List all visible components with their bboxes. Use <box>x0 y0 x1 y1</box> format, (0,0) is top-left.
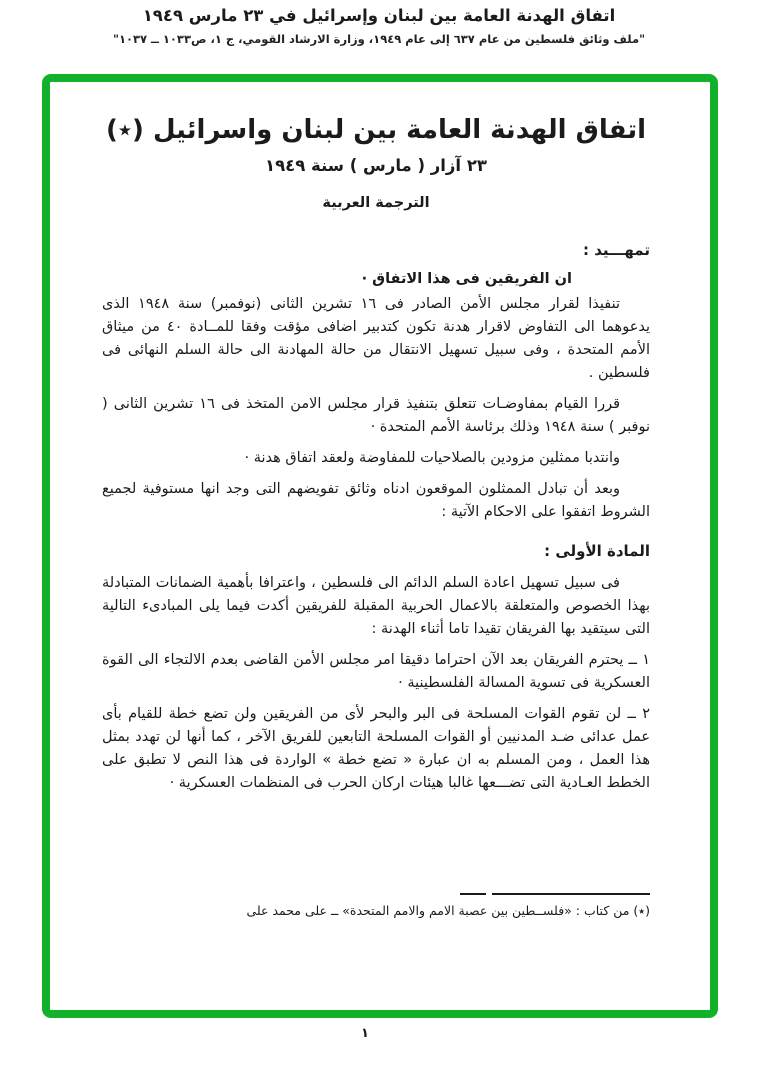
document-date-line: ٢٣ آزار ( مارس ) سنة ١٩٤٩ <box>265 155 487 175</box>
preamble-paragraph-4: وبعد أن تبادل الممثلون الموقعون ادناه وثائق تفويضهم التى وجد انها مستوفية لجميع الشروط اتفقوا على الاحكام الآتية : <box>102 480 650 520</box>
article-1-item-2: ٢ ــ لن تقوم القوات المسلحة فى البر والبحر لأى من الفريقين ولن تضع خطة للقيام بأى عمل عدائى ضـد المدنيين أو القوات المسلحة التابعين للفريق الآخر ، كما أنها لن تهدد بمثل هذا العمل ، ومن المسلم به ان عبارة « تضع خطة » الواردة فى هذا النص لا تطبق على الخطط العـادية التى تضـــعها غالبا هيئات اركان الحرب فى المنظمات العسكرية · <box>102 705 650 791</box>
header-source-reference: "ملف وثائق فلسطين من عام ٦٣٧ إلى عام ١٩٤٩، وزارة الارشاد القومي، ج ١، ص١٠٣٣ ــ ١٠٣٧" <box>112 32 646 46</box>
footnote-separator-short-segment <box>460 893 486 895</box>
preamble-paragraph-3: وانتدبا ممثلين مزودين بالصلاحيات للمفاوضة ولعقد اتفاق هدنة · <box>244 449 620 466</box>
article-1-item-1: ١ ــ يحترم الفريقان بعد الآن احتراما دقيقا امر مجلس الأمن القاضى بعدم الالتجاء الى القوة العسكرية فى تسوية المسالة الفلسطينية · <box>102 651 650 691</box>
footnote <box>102 893 650 918</box>
preamble-paragraph-2: قررا القيام بمفاوضـات تتعلق بتنفيذ قرار مجلس الامن المتخذ فى ١٦ تشرين الثانى ( نوفبر ) سنة ١٩٤٨ وذلك برئاسة الأمم المتحدة · <box>102 395 650 435</box>
header-title: اتفاق الهدنة العامة بين لبنان وإسرائيل في ٢٣ مارس ١٩٤٩ <box>142 6 616 25</box>
preamble-paragraph-1: تنفيذا لقرار مجلس الأمن الصادر فى ١٦ تشرين الثانى (نوفمبر) سنة ١٩٤٨ الذى يدعوهما الى التفاوض لاقرار هدنة تكون كتدبير اضافى مؤقت وفقا للمــادة ٤٠ من ميثاق الأمم المتحدة ، وفى سبيل تسهيل الانتقال من حالة المهادنة الى حالة السلم النهائى فى فلسطين . <box>102 295 650 381</box>
footnote-separator-long-segment <box>492 893 650 895</box>
footnote-separator <box>102 893 650 895</box>
parties-subheading: ان الفريقين فى هذا الاتفاق · <box>361 270 572 287</box>
page-number: ١ <box>361 1026 369 1041</box>
document-green-frame <box>42 74 718 1018</box>
preamble-heading: تمهـــيد : <box>583 240 650 259</box>
article-1-heading: المادة الأولى : <box>544 541 650 560</box>
document-content <box>50 82 710 1010</box>
document-title: اتفاق الهدنة العامة بين لبنان واسرائيل (٭) <box>105 115 647 145</box>
translation-label: الترجمة العربية <box>322 194 430 211</box>
footnote-text: (٭) من كتاب : «فلســطين بين عصبة الامم والامم المتحدة» ــ على محمد على <box>246 903 650 918</box>
page-header <box>0 6 758 46</box>
article-1-intro: فى سبيل تسهيل اعادة السلم الدائم الى فلسطين ، واعترافا بأهمية الضمانات المتبادلة بهذا الخصوص والمتعلقة بالاعمال الحربية المقبلة للفريقين أكدت فيما يلى المبادىء التالية التى سيتقيد بها الفريقان تقيدا تاما أثناء الهدنة : <box>102 574 650 637</box>
